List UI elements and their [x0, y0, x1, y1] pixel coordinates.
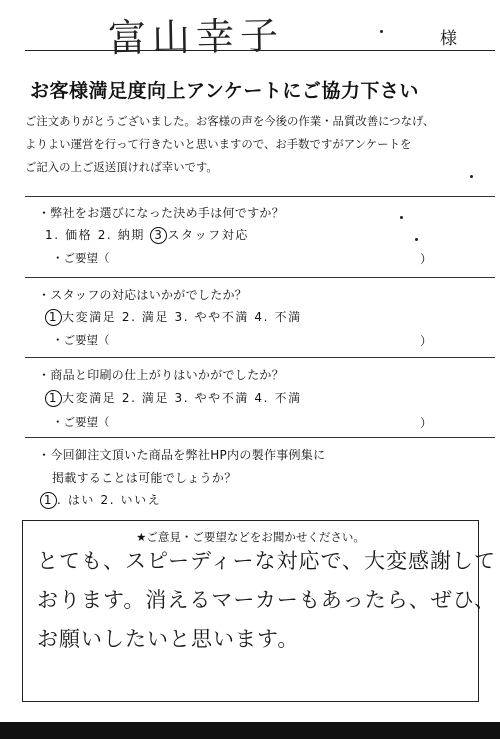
q1-option-staff[interactable]: スタッフ対応	[167, 228, 249, 242]
intro-line-2: よりよい運営を行って行きたいと思いますので、お手数ですがアンケートを	[25, 137, 412, 151]
q2-option-very-satisfied[interactable]: 大変満足	[62, 310, 117, 324]
q3-circled-choice[interactable]: 1	[45, 390, 62, 407]
q3-option-dissatisfied[interactable]: 4. 不満	[254, 391, 302, 405]
scan-speck	[400, 216, 403, 219]
handwritten-comment-line-2: おります。消えるマーカーもあったら、ぜひ、	[37, 588, 496, 612]
q1-request-close: ）	[420, 252, 433, 266]
q1-option-delivery[interactable]: 2. 納期	[97, 228, 145, 242]
q2-option-somewhat-dissatisfied[interactable]: 3. やや不満	[174, 310, 249, 324]
q2-option-satisfied[interactable]: 2. 満足	[121, 310, 170, 324]
comments-heading: ★ご意見・ご要望などをお聞かせください。	[136, 530, 365, 544]
name-underline	[25, 50, 495, 51]
q4-options	[40, 491, 161, 509]
survey-title: お客様満足度向上アンケートにご協力下さい	[30, 80, 419, 102]
q2-question: ・スタッフの対応はいかがでしたか？	[38, 288, 248, 302]
divider-q2	[25, 277, 495, 278]
q1-circled-choice[interactable]: 3	[150, 227, 167, 244]
q1-request: ・ご要望（	[52, 251, 110, 265]
divider-q3	[25, 357, 495, 358]
handwritten-comment-line-1: とても、スピーディーな対応で、大変感謝して	[37, 549, 497, 573]
honorific-sama: 様	[440, 29, 457, 49]
q2-option-dissatisfied[interactable]: 4. 不満	[254, 310, 302, 324]
q3-option-very-satisfied[interactable]: 大変満足	[62, 391, 117, 405]
q2-options	[45, 308, 302, 326]
q4-question-line-1: ・今回御注文頂いた商品を弊社HP内の製作事例集に	[38, 448, 326, 462]
q3-option-satisfied[interactable]: 2. 満足	[121, 391, 170, 405]
q1-options	[45, 226, 249, 244]
q3-request-close: ）	[420, 416, 433, 430]
q4-option-yes[interactable]: . はい	[57, 493, 96, 507]
intro-line-3: ご記入の上ご返送頂ければ幸いです。	[25, 160, 218, 174]
q1-question: ・弊社をお選びになった決め手は何ですか？	[38, 206, 285, 220]
q3-option-somewhat-dissatisfied[interactable]: 3. やや不満	[174, 391, 249, 405]
intro-line-1: ご注文ありがとうございました。お客様の声を今後の作業・品質改善につなげ、	[25, 114, 435, 128]
q4-circled-choice[interactable]: 1	[40, 492, 57, 509]
scan-speck	[415, 238, 418, 241]
q2-request: ・ご要望（	[52, 333, 110, 347]
q3-request: ・ご要望（	[52, 415, 110, 429]
comments-box[interactable]	[22, 520, 497, 702]
divider-q1	[25, 196, 495, 197]
scan-speck	[380, 30, 383, 33]
q2-request-close: ）	[420, 334, 433, 348]
q1-option-price[interactable]: 1. 価格	[45, 228, 93, 242]
q4-option-no[interactable]: 2. いいえ	[100, 493, 162, 507]
divider-q4	[25, 437, 495, 438]
q3-question: ・商品と印刷の仕上がりはいかがでしたか？	[38, 368, 285, 382]
handwritten-comment-line-3: お願いしたいと思います。	[37, 627, 300, 651]
customer-name-handwritten: 富山幸子	[107, 13, 285, 61]
scan-border-bottom	[0, 722, 500, 739]
q3-options	[45, 389, 302, 407]
q4-question-line-2: 掲載することは可能でしょうか？	[52, 471, 237, 485]
intro-paragraph	[25, 110, 434, 179]
scan-speck	[470, 175, 473, 178]
q2-circled-choice[interactable]: 1	[45, 309, 62, 326]
